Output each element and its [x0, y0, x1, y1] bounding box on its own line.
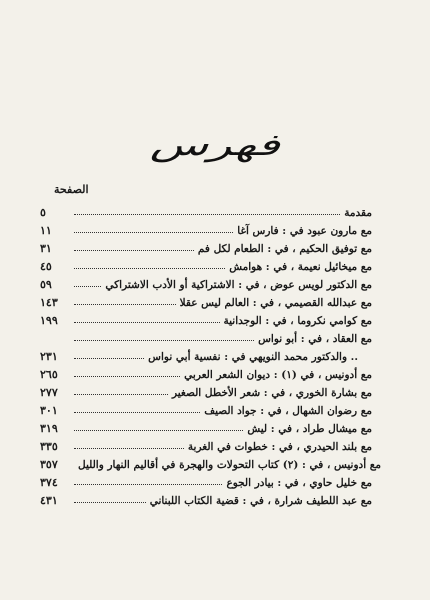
toc-entry: [40, 222, 372, 240]
toc-page-number: ٢٦٥: [40, 368, 58, 381]
toc-entry-title: مع عبد اللطيف شرارة ، في : قضية الكتاب اللبناني: [149, 495, 372, 507]
toc-entry: [40, 384, 372, 402]
toc-page-number: ٣٥٧: [40, 458, 58, 471]
toc-entry: [40, 240, 372, 258]
toc-page-number: ٥٩: [40, 278, 52, 291]
toc-entry: [40, 474, 372, 492]
toc-entry: [40, 438, 372, 456]
toc-entry-title: مع ميشال طراد ، في : ليش: [247, 423, 372, 435]
toc-entry: [40, 258, 372, 276]
toc-entry-title: مقدمة: [344, 207, 372, 219]
toc-entry: [40, 312, 372, 330]
toc-page-number: ٤٥: [40, 260, 52, 273]
toc-entry: [40, 294, 372, 312]
toc-leader: [74, 348, 144, 359]
toc-page-number: ٥: [40, 206, 46, 219]
toc-leader: [74, 366, 180, 377]
toc-leader: [74, 294, 176, 305]
toc-page-number: ٣١٩: [40, 422, 58, 435]
toc-entry: [40, 402, 372, 420]
toc-leader: [74, 492, 146, 503]
toc-entry-title: مع أدونيس ، في (١) : ديوان الشعر العربي: [184, 369, 372, 381]
page-column-header: الصفحة: [54, 183, 89, 196]
toc-entry-title: مع رضوان الشهال ، في : جواد الصيف: [204, 405, 372, 417]
toc-leader: [74, 420, 243, 431]
table-of-contents: [40, 204, 381, 510]
toc-leader: [74, 240, 194, 251]
toc-page-number: ١٩٩: [40, 314, 58, 327]
toc-leader: [74, 312, 220, 323]
title-block: [0, 128, 430, 163]
toc-entry: [40, 366, 372, 384]
toc-page-number: ٣٠١: [40, 404, 58, 417]
toc-page-number: ٤٣١: [40, 494, 58, 507]
toc-leader: [74, 222, 233, 233]
toc-entry-title: مع ميخائيل نعيمة ، في : هوامش: [229, 261, 372, 273]
toc-leader: [74, 402, 200, 413]
toc-entry-title: مع مارون عبود في : فارس آغا: [237, 225, 372, 237]
toc-entry: [40, 348, 372, 366]
toc-entry-title: مع العقاد ، في : أبو نواس: [258, 333, 372, 345]
toc-entry-title: مع بلند الحيدري ، في : خطوات في الغربة: [187, 441, 372, 453]
toc-entry-title: .. والدكتور محمد النويهي في : نفسية أبي نواس: [148, 351, 358, 363]
toc-entry: [40, 492, 372, 510]
page-title: فهرس: [149, 128, 281, 163]
toc-entry: [40, 330, 372, 348]
toc-leader: [74, 330, 254, 341]
toc-leader: [74, 384, 168, 395]
toc-entry-title: مع أدونيس ، في : (٢) كتاب التحولات والهجرة في أقاليم النهار والليل: [78, 459, 381, 471]
toc-entry: [40, 204, 372, 222]
toc-leader: [74, 276, 101, 287]
toc-page-number: ٣٣٥: [40, 440, 58, 453]
toc-entry-title: مع بشارة الخوري ، في : شعر الأخطل الصغير: [171, 387, 372, 399]
toc-leader: [74, 204, 340, 215]
toc-entry-title: مع عبدالله القصيمي ، في : العالم ليس عقلا: [179, 297, 372, 309]
toc-page-number: ٣٧٤: [40, 476, 58, 489]
toc-entry: [40, 456, 381, 474]
toc-leader: [74, 258, 225, 269]
toc-page-number: ١٤٣: [40, 296, 58, 309]
toc-entry-title: مع توفيق الحكيم ، في : الطعام لكل فم: [197, 243, 372, 255]
toc-entry: [40, 276, 372, 294]
toc-page-number: ٢٣١: [40, 350, 58, 363]
toc-page-number: ٣١: [40, 242, 52, 255]
toc-leader: [74, 474, 222, 485]
toc-entry: [40, 420, 372, 438]
toc-entry-title: مع خليل حاوي ، في : بيادر الجوع: [226, 477, 372, 489]
toc-entry-title: مع الدكتور لويس عوض ، في : الاشتراكية أو الأدب الاشتراكي: [105, 279, 372, 291]
toc-entry-title: مع كوامي نكروما ، في : الوجدانية: [223, 315, 372, 327]
toc-page-number: ٢٧٧: [40, 386, 58, 399]
toc-page-number: ١١: [40, 224, 52, 237]
toc-leader: [74, 438, 184, 449]
